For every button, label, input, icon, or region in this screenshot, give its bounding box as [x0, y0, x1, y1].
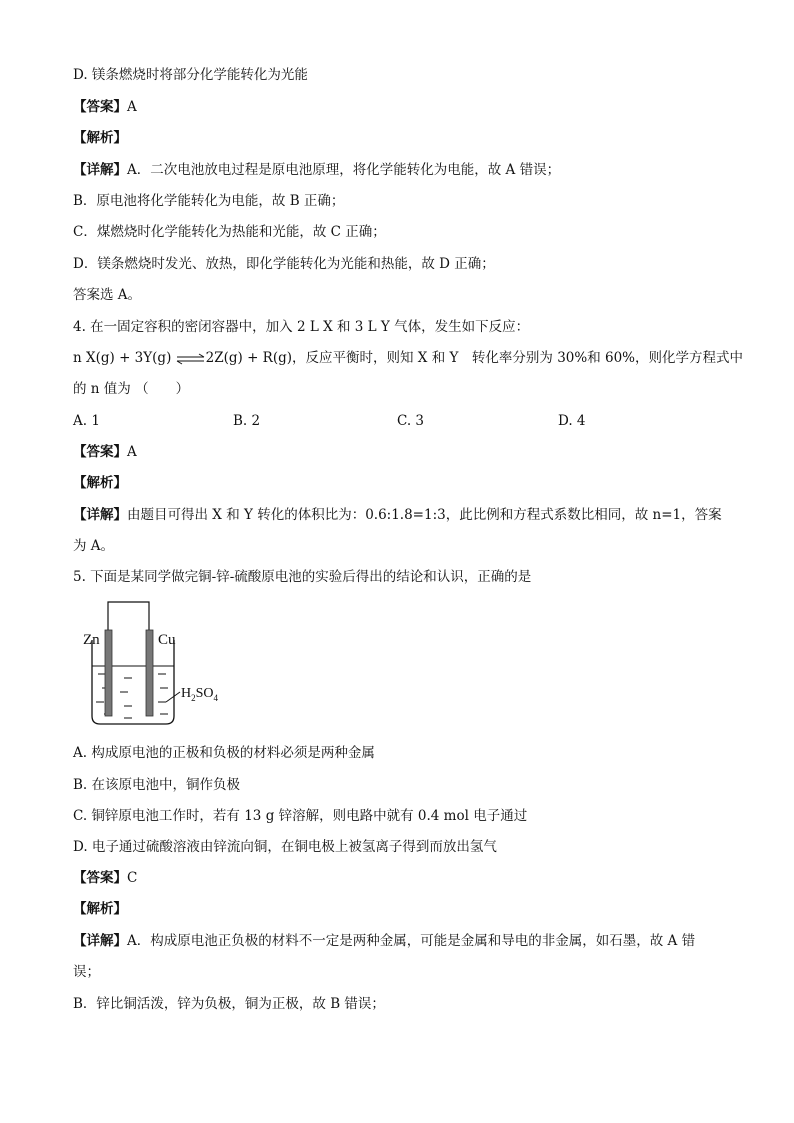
equilibrium-arrow-icon — [176, 353, 206, 365]
q4-option-a: A. 1 — [73, 413, 100, 429]
detail-tag: 【详解】 — [73, 507, 127, 523]
cu-electrode — [146, 630, 153, 716]
beaker — [92, 640, 174, 724]
equation-right: 2Z(g) + R(g)，反应平衡时，则知 X 和 Y 转化率分别为 30%和 60%，则化学方程式中 — [205, 350, 744, 366]
analysis-tag: 【解析】 — [73, 130, 127, 146]
answer-value: A — [127, 99, 137, 115]
q4-equation-line — [73, 349, 743, 367]
q3-detail-b: B．原电池将化学能转化为电能，故 B 正确； — [73, 193, 345, 209]
detail-tag: 【详解】 — [73, 162, 127, 178]
q5-stem: 5. 下面是某同学做完铜-锌-硫酸原电池的实验后得出的结论和认识，正确的是 — [73, 569, 532, 585]
detail-text: A．二次电池放电过程是原电池原理，将化学能转化为电能，故 A 错误； — [127, 162, 561, 178]
q4-stem-end: 的 n 值为 （ ） — [73, 381, 190, 397]
zn-electrode — [105, 630, 112, 716]
galvanic-cell-diagram — [80, 598, 250, 728]
q3-option-d: D. 镁条燃烧时将部分化学能转化为光能 — [73, 67, 308, 83]
q3-detail-d: D．镁条燃烧时发光、放热，即化学能转化为光能和热能，故 D 正确； — [73, 256, 495, 272]
q3-answer-line — [73, 98, 137, 116]
q3-conclusion: 答案选 A。 — [73, 287, 142, 303]
q5-detail-a-cont: 误； — [73, 964, 100, 980]
answer-value: A — [127, 444, 137, 460]
q4-option-d: D. 4 — [558, 413, 586, 429]
q5-option-c: C. 铜锌原电池工作时，若有 13 g 锌溶解，则电路中就有 0.4 mol 电子通过 — [73, 808, 528, 824]
q4-option-b: B. 2 — [233, 413, 261, 429]
answer-value: C — [127, 870, 138, 886]
equation-left: n X(g) + 3Y(g) — [73, 350, 172, 366]
wire — [108, 602, 149, 630]
q4-detail — [73, 506, 722, 524]
q5-answer-line — [73, 869, 137, 887]
q3-detail-c: C．煤燃烧时化学能转化为热能和光能，故 C 正确； — [73, 224, 386, 240]
detail-tag: 【详解】 — [73, 933, 127, 949]
q5-detail-b: B．锌比铜活泼，锌为负极，铜为正极，故 B 错误； — [73, 996, 385, 1012]
detail-text: 由题目可得出 X 和 Y 转化的体积比为：0.6:1.8=1:3，此比例和方程式系数比相同，故 n=1，答案 — [127, 507, 722, 523]
q5-option-b: B. 在该原电池中，铜作负极 — [73, 777, 241, 793]
answer-tag: 【答案】 — [73, 870, 127, 886]
q5-detail-a — [73, 932, 695, 950]
q5-option-d: D. 电子通过硫酸溶液由锌流向铜，在铜电极上被氢离子得到而放出氢气 — [73, 839, 497, 855]
zn-label: Zn — [83, 632, 100, 648]
electrolyte-label: $H_2SO_4$ — [181, 686, 219, 703]
q5-option-a: A. 构成原电池的正极和负极的材料必须是两种金属 — [73, 745, 375, 761]
q4-option-c: C. 3 — [397, 413, 425, 429]
detail-text: A．构成原电池正负极的材料不一定是两种金属，可能是金属和导电的非金属，如石墨，故 A 错 — [127, 933, 696, 949]
cu-label: Cu — [158, 632, 176, 648]
q3-detail-a — [73, 161, 560, 179]
q4-answer-line — [73, 443, 137, 461]
answer-tag: 【答案】 — [73, 444, 127, 460]
electrolyte-leader — [166, 692, 180, 702]
analysis-tag: 【解析】 — [73, 475, 127, 491]
q4-detail-cont: 为 A。 — [73, 538, 115, 554]
analysis-tag: 【解析】 — [73, 901, 127, 917]
answer-tag: 【答案】 — [73, 99, 127, 115]
q4-stem: 4. 在一固定容积的密闭容器中，加入 2 L X 和 3 L Y 气体，发生如下反应： — [73, 319, 530, 335]
